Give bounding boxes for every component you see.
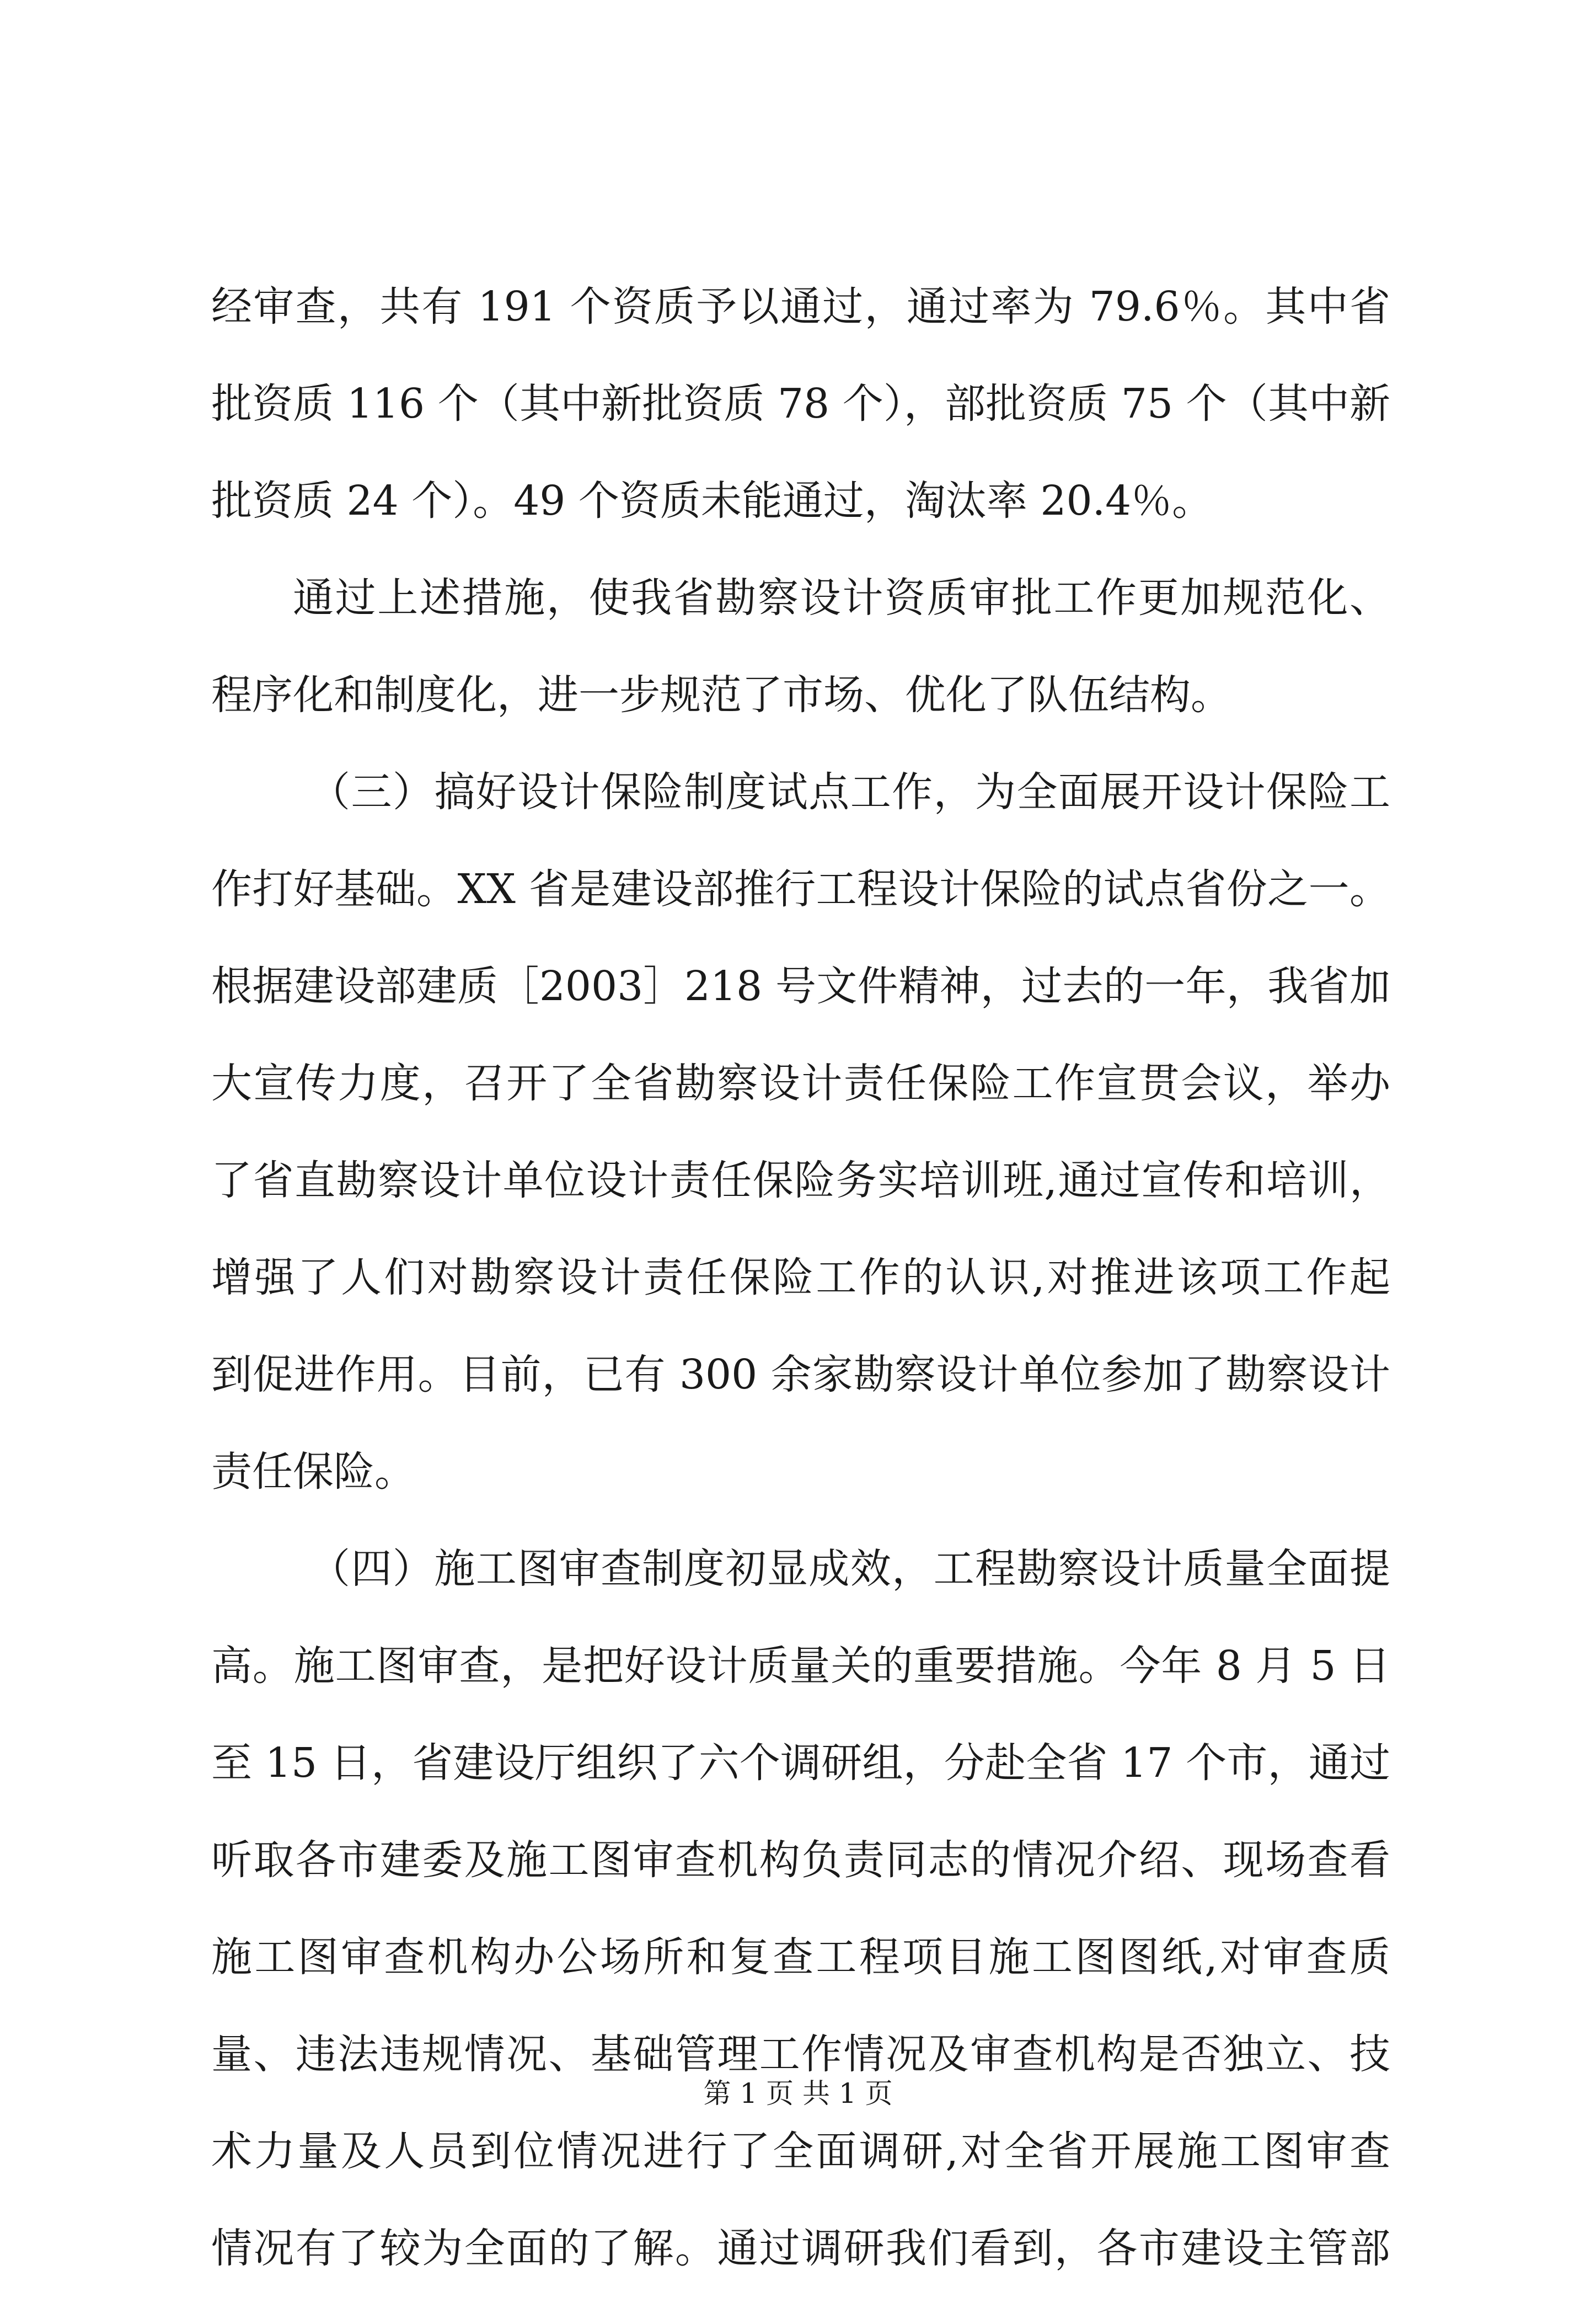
text-line: 情况有了较为全面的了解。通过调研我们看到，各市建设主管部 (211, 2225, 1390, 2272)
text-line: 程序化和制度化，进一步规范了市场、优化了队伍结构。 (211, 671, 1231, 719)
text-line: 责任保险。 (211, 1448, 415, 1495)
page-footer (0, 2074, 1596, 2113)
text-line: 批资质 116 个（其中新批资质 78 个），部批资质 75 个（其中新 (211, 380, 1390, 428)
text-line: （四）施工图审查制度初显成效，工程勘察设计质量全面提 (309, 1545, 1390, 1593)
text-line: 经审查，共有 191 个资质予以通过，通过率为 79.6％。其中省 (211, 283, 1390, 330)
text-line: 高。施工图审查，是把好设计质量关的重要措施。今年 8 月 5 日 (211, 1642, 1390, 1690)
text-line: 听取各市建委及施工图审查机构负责同志的情况介绍、现场查看 (211, 1836, 1390, 1884)
text-line: 量、违法违规情况、基础管理工作情况及审查机构是否独立、技 (211, 2031, 1390, 2078)
text-line: 增强了人们对勘察设计责任保险工作的认识,对推进该项工作起 (211, 1254, 1390, 1301)
body-text (211, 258, 1390, 2297)
text-line: 批资质 24 个）。49 个资质未能通过，淘汰率 20.4％。 (211, 477, 1213, 525)
text-line: 作打好基础。XX 省是建设部推行工程设计保险的试点省份之一。 (211, 866, 1390, 913)
text-line: 至 15 日，省建设厅组织了六个调研组，分赴全省 17 个市，通过 (211, 1739, 1390, 1787)
text-line: 根据建设部建质［2003］218 号文件精神，过去的一年，我省加 (211, 963, 1390, 1010)
text-line: 术力量及人员到位情况进行了全面调研,对全省开展施工图审查 (211, 2128, 1390, 2175)
text-line: 通过上述措施，使我省勘察设计资质审批工作更加规范化、 (293, 574, 1390, 622)
text-line: 到促进作用。目前，已有 300 余家勘察设计单位参加了勘察设计 (211, 1351, 1390, 1398)
text-line: 施工图审查机构办公场所和复查工程项目施工图图纸,对审查质 (211, 1933, 1390, 1981)
text-line: 大宣传力度，召开了全省勘察设计责任保险工作宣贯会议，举办 (211, 1060, 1390, 1107)
text-line: （三）搞好设计保险制度试点工作，为全面展开设计保险工 (309, 768, 1390, 816)
text-line: 了省直勘察设计单位设计责任保险务实培训班,通过宣传和培训， (211, 1157, 1390, 1204)
page-number-label: 第 1 页 共 1 页 (703, 2077, 893, 2109)
